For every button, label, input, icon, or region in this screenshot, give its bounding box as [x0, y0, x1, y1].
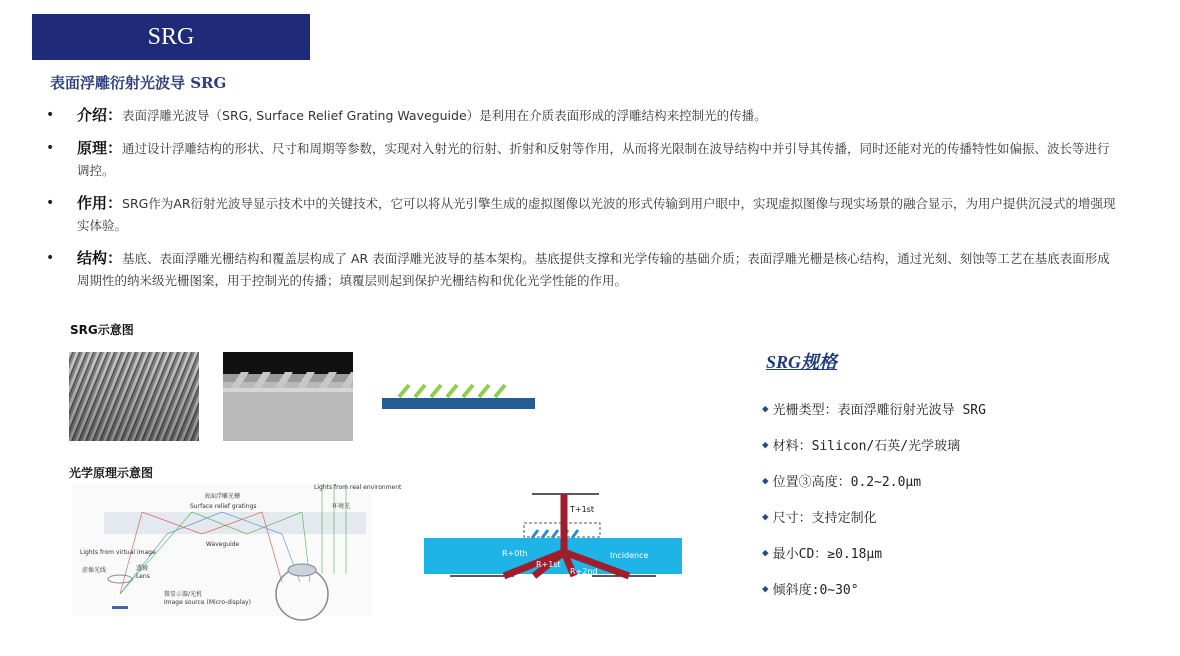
grating-schematic: [381, 380, 537, 410]
optical-caption: 光学原理示意图: [69, 466, 154, 480]
bullet-dot: •: [46, 250, 55, 266]
label-real-en: Lights from real environment: [314, 484, 402, 491]
spec-item: [762, 570, 986, 606]
diamond-icon: ◆: [762, 437, 769, 451]
spec-text: 位置③高度：0.2~2.0μm: [772, 474, 922, 490]
spec-title: SRG规格: [766, 352, 838, 372]
bullet-function: [44, 192, 1119, 237]
label-r0: R+0th: [502, 549, 528, 558]
label-lens-en: Lens: [136, 573, 150, 580]
spec-item: [762, 426, 986, 462]
spec-text: 光栅类型：表面浮雕衍射光波导 SRG: [772, 402, 986, 418]
bullet-text: 通过设计浮雕结构的形状、尺寸和周期等参数，实现对入射光的衍射、折射和反射等作用，从而将光限制在波导结构中并引导其传播，同时还能对光的传播特性如偏振、波长等进行调控。: [77, 141, 1110, 178]
optical-principle-diagram: [72, 484, 402, 616]
label-grating-cn: 表面浮雕光栅: [204, 493, 241, 500]
label-virtual-en: Lights from virtual image: [80, 549, 156, 556]
title-bar: [32, 14, 310, 60]
bullet-intro: [44, 104, 1119, 127]
sem-grating-image: [69, 352, 199, 441]
spec-item: [762, 498, 986, 534]
label-r2: R+2nd: [570, 567, 598, 576]
spec-text: 材料：Silicon/石英/光学玻璃: [772, 438, 961, 454]
spec-list: [762, 390, 986, 606]
bullet-dot: •: [46, 140, 55, 156]
schematic-caption: SRG示意图: [70, 323, 134, 337]
spec-text: 最小CD：≥0.18μm: [772, 546, 883, 562]
bullet-dot: •: [46, 195, 55, 211]
bullet-text: 基底、表面浮雕光栅结构和覆盖层构成了 AR 表面浮雕光波导的基本架构。基底提供支撑和光学传输的基础介质；表面浮雕光栅是核心结构，通过光刻、刻蚀等工艺在基底表面形成周期性的纳米级光栅图案，用于控制光的传播；填覆层则起到保护光栅结构和优化光学性能的作用。: [77, 251, 1110, 288]
label-real-cn: 环境光: [332, 503, 351, 510]
bullet-dot: •: [46, 107, 55, 123]
bullet-structure: [44, 247, 1119, 292]
label-t1: T+1st: [570, 505, 594, 514]
spec-item: [762, 390, 986, 426]
bullet-text: 表面浮雕光波导（SRG, Surface Relief Grating Waveguide）是利用在介质表面形成的浮雕结构来控制光的传播。: [122, 108, 767, 123]
bullet-label: 原理：: [77, 139, 123, 157]
diamond-icon: ◆: [762, 473, 769, 487]
label-grating-en: Surface relief gratings: [190, 503, 257, 510]
diffraction-diagram: [424, 492, 686, 582]
label-waveguide: Waveguide: [206, 541, 240, 548]
bullet-text: SRG作为AR衍射光波导显示技术中的关键技术，它可以将从光引擎生成的虚拟图像以光波的形式传输到用户眼中，实现虚拟图像与现实场景的融合显示，为用户提供沉浸式的增强现实体验。: [77, 196, 1116, 233]
section-heading: 表面浮雕衍射光波导 SRG: [50, 74, 227, 92]
spec-text: 尺寸：支持定制化: [772, 510, 877, 526]
label-source-en: Image source (Micro-display): [164, 599, 251, 606]
diamond-icon: ◆: [762, 401, 769, 415]
label-incidence: Incidence: [610, 551, 649, 560]
label-virtual-cn: 虚像光线: [82, 567, 107, 574]
bullet-label: 结构：: [77, 249, 123, 267]
label-source-cn: 微显示器/光机: [164, 591, 203, 598]
spec-item: [762, 462, 986, 498]
page-title: SRG: [147, 23, 195, 50]
sem-cross-section-image: [223, 352, 353, 441]
bullet-principle: [44, 137, 1119, 182]
spec-text: 倾斜度:0~30°: [772, 582, 859, 598]
diamond-icon: ◆: [762, 581, 769, 595]
bullet-label: 介绍：: [77, 106, 123, 124]
bullet-label: 作用：: [77, 194, 123, 212]
spec-item: [762, 534, 986, 570]
label-r1: R+1st: [536, 560, 561, 569]
diamond-icon: ◆: [762, 509, 769, 523]
bullet-list: [44, 104, 1119, 302]
diamond-icon: ◆: [762, 545, 769, 559]
label-lens-cn: 透镜: [136, 565, 149, 572]
